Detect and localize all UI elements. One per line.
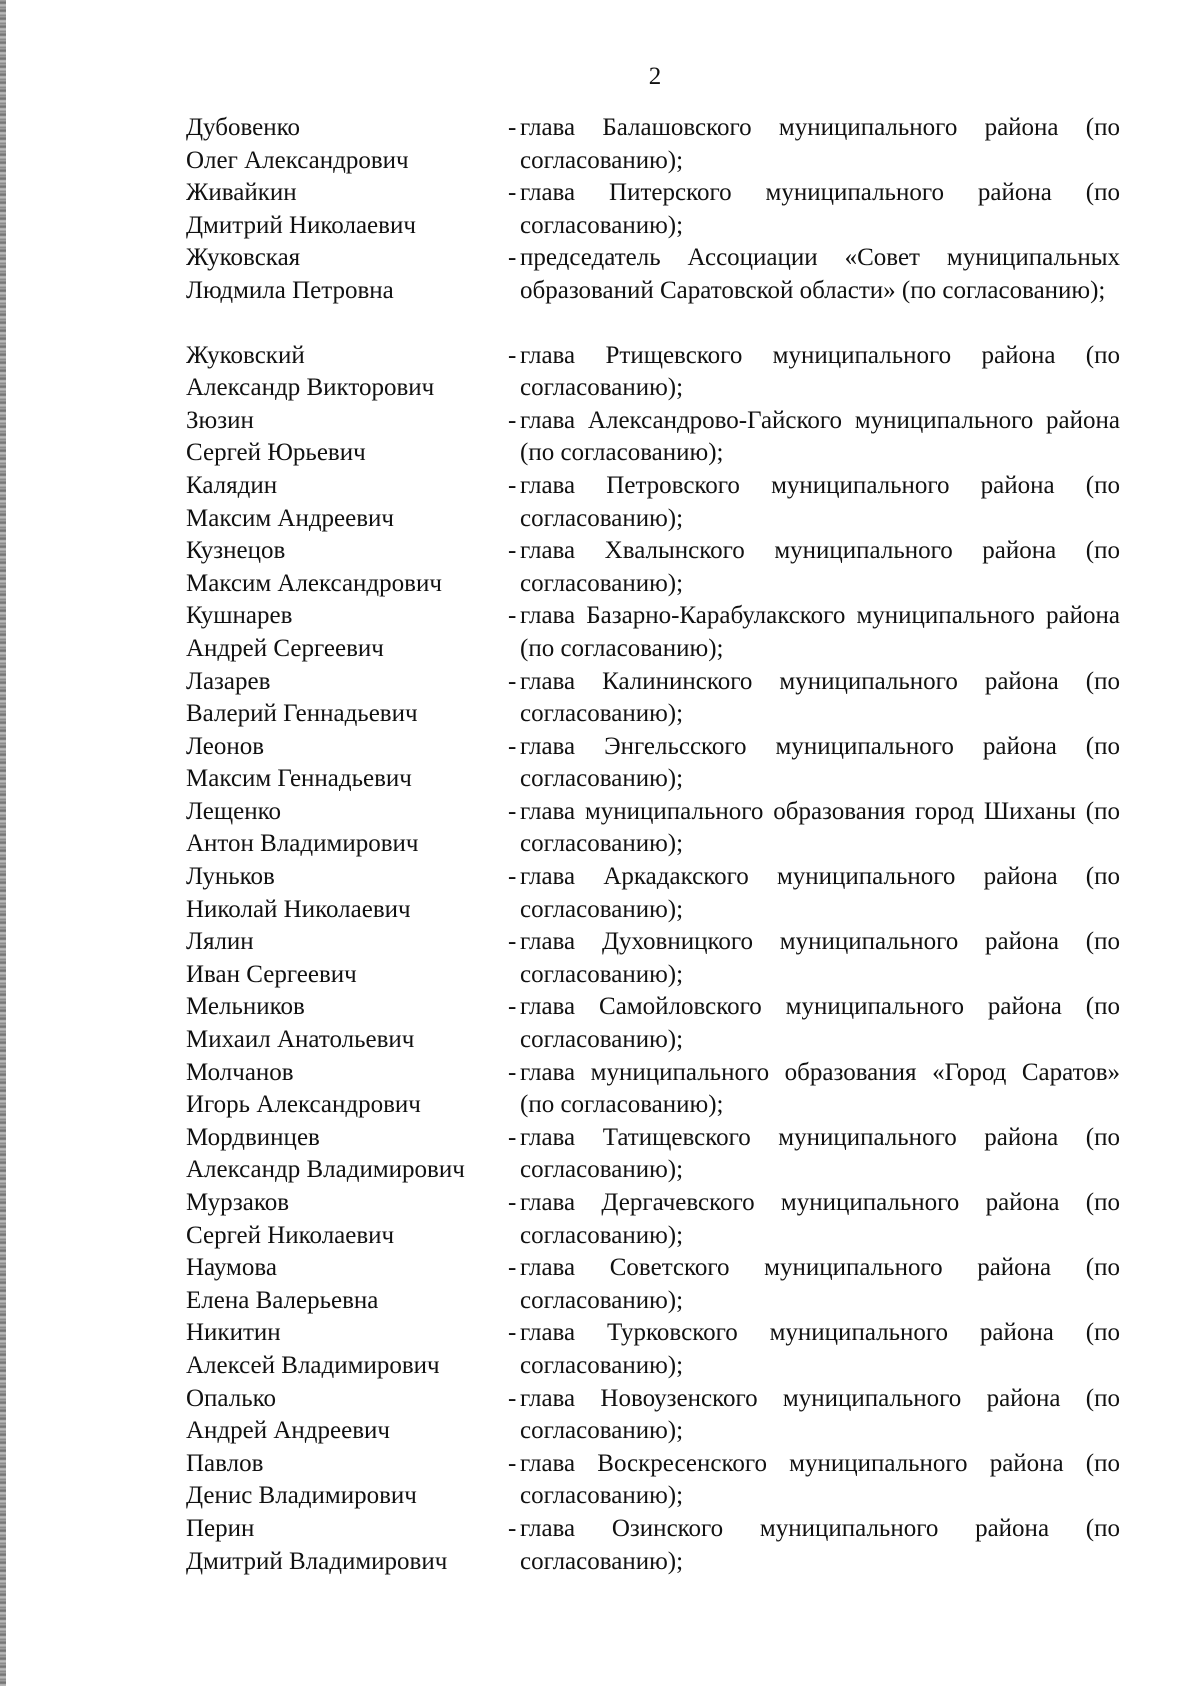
member-position (508, 405, 1120, 470)
member-name (186, 926, 508, 991)
member-given-names: Николай Николаевич (186, 895, 411, 923)
position-dash: - (508, 179, 517, 207)
member-name (186, 405, 508, 470)
position-dash: - (508, 406, 517, 434)
member-surname: Жуковский (186, 341, 305, 369)
member-surname: Луньков (186, 863, 275, 891)
member-position (508, 731, 1120, 796)
member-position (508, 600, 1120, 665)
position-text: глава муниципального образования город Шиханы (по согласованию); (520, 797, 1120, 858)
position-text: глава Турковского муниципального района (по согласованию); (520, 1319, 1120, 1379)
list-item (186, 1317, 1120, 1382)
member-surname: Наумова (186, 1254, 277, 1282)
member-name (186, 731, 508, 796)
list-item (186, 340, 1120, 405)
member-surname: Лялин (186, 928, 254, 956)
position-text: глава Базарно-Карабулакского муниципального района (по согласованию); (520, 602, 1120, 662)
list-item (186, 405, 1120, 470)
member-name (186, 1448, 508, 1513)
members-list (186, 112, 1120, 1578)
member-name (186, 666, 508, 731)
member-position (508, 242, 1120, 307)
member-given-names: Сергей Николаевич (186, 1221, 395, 1249)
page-number: 2 (648, 63, 662, 90)
list-item (186, 112, 1120, 177)
member-position (508, 1252, 1120, 1317)
list-item (186, 1383, 1120, 1448)
position-text: глава Духовницкого муниципального района (по согласованию); (520, 928, 1120, 988)
position-dash: - (508, 797, 517, 825)
member-position (508, 991, 1120, 1056)
member-given-names: Александр Викторович (186, 374, 435, 402)
position-text: глава Татищевского муниципального района (по согласованию); (520, 1123, 1120, 1184)
member-given-names: Максим Геннадьевич (186, 765, 412, 793)
position-text: глава Петровского муниципального района (по согласованию); (520, 471, 1120, 532)
position-dash: - (508, 1123, 517, 1151)
position-dash: - (508, 1058, 517, 1086)
position-text: глава Ртищевского муниципального района (по согласованию); (520, 341, 1120, 402)
position-text: глава Калининского муниципального района (по согласованию); (520, 667, 1120, 728)
position-text: глава Дергачевского муниципального района (по согласованию); (520, 1189, 1120, 1249)
member-surname: Дубовенко (186, 114, 300, 141)
member-name (186, 1057, 508, 1122)
member-given-names: Антон Владимирович (186, 830, 419, 858)
member-given-names: Иван Сергеевич (186, 960, 357, 988)
member-surname: Калядин (186, 471, 278, 499)
member-given-names: Сергей Юрьевич (186, 439, 366, 467)
member-position (508, 1122, 1120, 1187)
member-surname: Никитин (186, 1319, 281, 1347)
member-surname: Живайкин (186, 179, 297, 207)
member-surname: Опалько (186, 1384, 277, 1412)
list-item (186, 600, 1120, 665)
position-dash: - (508, 1384, 517, 1412)
position-dash: - (508, 993, 517, 1021)
position-text: глава Балашовского муниципального района (по согласованию); (520, 114, 1120, 174)
list-item (186, 1187, 1120, 1252)
member-surname: Мельников (186, 993, 305, 1021)
member-name (186, 112, 508, 177)
member-given-names: Олег Александрович (186, 146, 409, 174)
member-name (186, 470, 508, 535)
member-name (186, 796, 508, 861)
member-given-names: Алексей Владимирович (186, 1351, 440, 1379)
list-item (186, 666, 1120, 731)
position-dash: - (508, 1449, 517, 1477)
member-position (508, 1317, 1120, 1382)
member-position (508, 177, 1120, 242)
member-surname: Кузнецов (186, 537, 286, 565)
member-surname: Лазарев (186, 667, 271, 695)
member-surname: Павлов (186, 1449, 264, 1477)
position-dash: - (508, 1189, 517, 1216)
member-surname: Мурзаков (186, 1189, 290, 1216)
member-given-names: Елена Валерьевна (186, 1286, 379, 1314)
list-item (186, 470, 1120, 535)
position-dash: - (508, 471, 517, 499)
member-name (186, 1252, 508, 1317)
position-text: глава Самойловского муниципального района (по согласованию); (520, 993, 1120, 1054)
member-position (508, 796, 1120, 861)
member-given-names: Дмитрий Владимирович (186, 1547, 448, 1575)
member-name (186, 242, 508, 307)
member-surname: Лещенко (186, 797, 281, 825)
member-position (508, 112, 1120, 177)
member-position (508, 535, 1120, 600)
position-dash: - (508, 667, 517, 695)
member-name (186, 177, 508, 242)
member-position (508, 861, 1120, 926)
member-position (508, 340, 1120, 405)
member-position (508, 1057, 1120, 1122)
position-dash: - (508, 244, 517, 272)
member-position (508, 1383, 1120, 1448)
member-given-names: Максим Александрович (186, 569, 442, 597)
list-item (186, 1448, 1120, 1513)
member-name (186, 600, 508, 665)
position-text: глава муниципального образования «Город Саратов» (по согласованию); (520, 1058, 1120, 1119)
position-dash: - (508, 1254, 517, 1282)
list-item (186, 242, 1120, 307)
position-text: председатель Ассоциации «Совет муниципальных образований Саратовской области» (по согласованию); (520, 244, 1120, 304)
member-given-names: Александр Владимирович (186, 1156, 465, 1184)
member-given-names: Денис Владимирович (186, 1482, 417, 1510)
member-surname: Кушнарев (186, 602, 293, 630)
member-surname: Перин (186, 1514, 255, 1542)
scan-edge (0, 0, 6, 1686)
position-text: глава Аркадакского муниципального района (по согласованию); (520, 863, 1120, 923)
position-dash: - (508, 863, 517, 891)
position-dash: - (508, 537, 517, 565)
member-name (186, 535, 508, 600)
position-dash: - (508, 1319, 517, 1347)
member-name (186, 1122, 508, 1187)
list-item (186, 1252, 1120, 1317)
list-item (186, 1057, 1120, 1122)
position-dash: - (508, 732, 517, 760)
list-item (186, 177, 1120, 242)
position-text: глава Питерского муниципального района (по согласованию); (520, 179, 1120, 239)
position-text: глава Озинского муниципального района (по согласованию); (520, 1514, 1120, 1575)
position-text: глава Александрово-Гайского муниципального района (по согласованию); (520, 406, 1120, 467)
member-surname: Жуковская (186, 244, 301, 272)
member-position (508, 666, 1120, 731)
position-dash: - (508, 341, 517, 369)
member-given-names: Михаил Анатольевич (186, 1026, 415, 1054)
member-position (508, 926, 1120, 991)
position-text: глава Новоузенского муниципального района (по согласованию); (520, 1384, 1120, 1445)
list-item (186, 926, 1120, 991)
list-item (186, 861, 1120, 926)
member-name (186, 1317, 508, 1382)
position-dash: - (508, 928, 517, 956)
member-name (186, 340, 508, 405)
position-dash: - (508, 114, 517, 141)
member-name (186, 1513, 508, 1578)
member-surname: Зюзин (186, 406, 254, 434)
member-surname: Молчанов (186, 1058, 294, 1086)
list-item (186, 1122, 1120, 1187)
member-given-names: Андрей Сергеевич (186, 634, 384, 662)
member-given-names: Валерий Геннадьевич (186, 700, 418, 728)
position-text: глава Энгельсского муниципального района (по согласованию); (520, 732, 1120, 793)
member-position (508, 1187, 1120, 1252)
position-dash: - (508, 1514, 517, 1542)
member-name (186, 861, 508, 926)
position-text: глава Хвалынского муниципального района (по согласованию); (520, 537, 1120, 597)
position-text: глава Советского муниципального района (по согласованию); (520, 1254, 1120, 1314)
member-name (186, 991, 508, 1056)
member-name (186, 1383, 508, 1448)
list-item (186, 1513, 1120, 1578)
list-item (186, 535, 1120, 600)
position-text: глава Воскресенского муниципального района (по согласованию); (520, 1449, 1120, 1510)
member-given-names: Дмитрий Николаевич (186, 211, 416, 239)
member-given-names: Андрей Андреевич (186, 1417, 390, 1445)
member-given-names: Максим Андреевич (186, 504, 394, 532)
member-position (508, 1448, 1120, 1513)
list-item (186, 796, 1120, 861)
list-item (186, 991, 1120, 1056)
member-given-names: Игорь Александрович (186, 1091, 421, 1119)
member-position (508, 470, 1120, 535)
member-surname: Леонов (186, 732, 265, 760)
member-surname: Мордвинцев (186, 1123, 320, 1151)
member-name (186, 1187, 508, 1252)
list-item (186, 731, 1120, 796)
member-position (508, 1513, 1120, 1578)
position-dash: - (508, 602, 517, 630)
member-given-names: Людмила Петровна (186, 276, 394, 304)
